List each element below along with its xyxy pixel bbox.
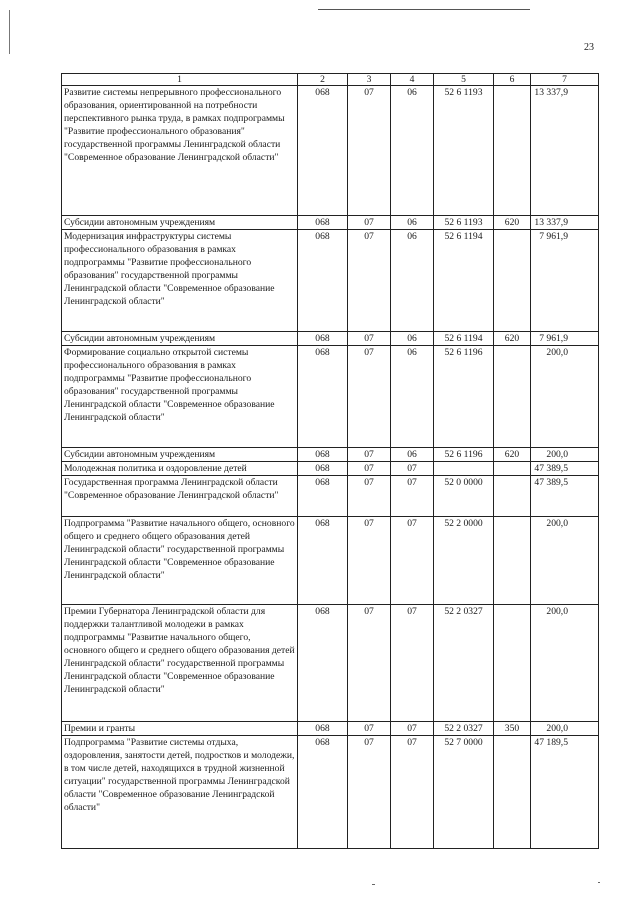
- row-col7: 200,0: [531, 605, 599, 722]
- row-name: Премии Губернатора Ленинградской области для поддержки талантливой молодежи в рамках подпрограммы "Развитие начального общего, основного общего и среднего общего образования детей Ленинградской области" государственной программы Ленинградской области "Современное образование Ленинградской области": [62, 605, 298, 722]
- row-name: Развитие системы непрерывного профессионального образования, ориентированной на потребности перспективного рынка труда, в рамках подпрограммы "Развитие профессионального образования" государственной программы Ленинградской области "Современное образование Ленинградской области": [62, 86, 298, 216]
- row-col2: 068: [298, 462, 348, 476]
- row-col7: 13 337,9: [531, 216, 599, 230]
- row-col6: 620: [494, 332, 531, 346]
- row-col4: 06: [391, 216, 434, 230]
- row-col5: [434, 462, 494, 476]
- row-col7: 7 961,9: [531, 332, 599, 346]
- row-col3: 07: [348, 736, 391, 849]
- table-row: [62, 216, 599, 230]
- row-col5: 52 6 1193: [434, 86, 494, 216]
- row-col6: [494, 517, 531, 605]
- row-col6: 620: [494, 448, 531, 462]
- row-col4: 07: [391, 605, 434, 722]
- table-row: [62, 462, 599, 476]
- row-col5: 52 7 0000: [434, 736, 494, 849]
- row-col4: 06: [391, 332, 434, 346]
- page-number: 23: [584, 42, 594, 53]
- row-col3: 07: [348, 230, 391, 332]
- top-rule: [318, 9, 530, 10]
- table-row: [62, 346, 599, 448]
- row-name: Модернизация инфраструктуры системы профессионального образования в рамках подпрограммы "Развитие профессионального образования" государственной программы Ленинградской области "Современное образование Ленинградской области": [62, 230, 298, 332]
- table-row: [62, 86, 599, 216]
- row-col7: 47 389,5: [531, 476, 599, 517]
- row-col7: 47 189,5: [531, 736, 599, 849]
- table-row: [62, 230, 599, 332]
- row-col3: 07: [348, 462, 391, 476]
- row-col7: 7 961,9: [531, 230, 599, 332]
- row-name: Субсидии автономным учреждениям: [62, 332, 298, 346]
- row-col4: 07: [391, 476, 434, 517]
- row-col4: 06: [391, 448, 434, 462]
- row-col6: [494, 230, 531, 332]
- row-col4: 06: [391, 346, 434, 448]
- row-col7: 200,0: [531, 346, 599, 448]
- row-col6: [494, 605, 531, 722]
- row-name: Формирование социально открытой системы профессионального образования в рамках подпрограммы "Развитие профессионального образования" государственной программы Ленинградской области "Современное образование Ленинградской области": [62, 346, 298, 448]
- scan-speck: [372, 884, 375, 885]
- row-col2: 068: [298, 517, 348, 605]
- row-col6: [494, 736, 531, 849]
- row-col4: 06: [391, 86, 434, 216]
- table-row: [62, 476, 599, 517]
- header-cell: 7: [531, 74, 599, 86]
- row-col5: 52 2 0327: [434, 605, 494, 722]
- row-col3: 07: [348, 476, 391, 517]
- row-col5: 52 2 0327: [434, 722, 494, 736]
- row-col3: 07: [348, 605, 391, 722]
- scan-speck: [598, 882, 600, 883]
- table-row: [62, 722, 599, 736]
- budget-table: [61, 73, 599, 849]
- row-col2: 068: [298, 86, 348, 216]
- header-cell: 3: [348, 74, 391, 86]
- row-col6: [494, 462, 531, 476]
- row-col5: 52 6 1196: [434, 346, 494, 448]
- row-col5: 52 6 1196: [434, 448, 494, 462]
- row-col2: 068: [298, 230, 348, 332]
- table-row: [62, 517, 599, 605]
- row-col6: 350: [494, 722, 531, 736]
- row-name: Молодежная политика и оздоровление детей: [62, 462, 298, 476]
- row-col7: 200,0: [531, 722, 599, 736]
- row-name: Подпрограмма "Развитие начального общего, основного общего и среднего общего образования детей Ленинградской области" государственной программы Ленинградской области "Современное образование Ленинградской области": [62, 517, 298, 605]
- header-cell: 4: [391, 74, 434, 86]
- row-col3: 07: [348, 332, 391, 346]
- row-col5: 52 2 0000: [434, 517, 494, 605]
- row-col4: 06: [391, 230, 434, 332]
- row-name: Субсидии автономным учреждениям: [62, 216, 298, 230]
- row-col4: 07: [391, 722, 434, 736]
- table-row: [62, 332, 599, 346]
- row-name: Государственная программа Ленинградской области "Современное образование Ленинградской области": [62, 476, 298, 517]
- row-col3: 07: [348, 517, 391, 605]
- row-col6: [494, 346, 531, 448]
- row-col7: 200,0: [531, 517, 599, 605]
- row-col2: 068: [298, 332, 348, 346]
- table-row: [62, 448, 599, 462]
- header-cell: 2: [298, 74, 348, 86]
- row-col2: 068: [298, 216, 348, 230]
- row-col2: 068: [298, 346, 348, 448]
- row-col2: 068: [298, 605, 348, 722]
- row-col6: [494, 476, 531, 517]
- row-col2: 068: [298, 736, 348, 849]
- row-col2: 068: [298, 448, 348, 462]
- row-col5: 52 6 1193: [434, 216, 494, 230]
- margin-mark: [9, 10, 10, 54]
- row-col4: 07: [391, 462, 434, 476]
- row-col5: 52 0 0000: [434, 476, 494, 517]
- row-col3: 07: [348, 86, 391, 216]
- row-col4: 07: [391, 736, 434, 849]
- header-cell: 1: [62, 74, 298, 86]
- row-name: Подпрограмма "Развитие системы отдыха, оздоровления, занятости детей, подростков и молодежи, в том числе детей, находящихся в трудной жизненной ситуации" государственной программы Ленинградской области "Современное образование Ленинградской области": [62, 736, 298, 849]
- row-col7: 200,0: [531, 448, 599, 462]
- row-col6: 620: [494, 216, 531, 230]
- table-row: [62, 736, 599, 849]
- row-col7: 13 337,9: [531, 86, 599, 216]
- row-col3: 07: [348, 722, 391, 736]
- row-col3: 07: [348, 346, 391, 448]
- row-name: Субсидии автономным учреждениям: [62, 448, 298, 462]
- row-col3: 07: [348, 448, 391, 462]
- header-row: [62, 74, 599, 86]
- header-cell: 6: [494, 74, 531, 86]
- row-col4: 07: [391, 517, 434, 605]
- row-col3: 07: [348, 216, 391, 230]
- header-cell: 5: [434, 74, 494, 86]
- row-col7: 47 389,5: [531, 462, 599, 476]
- row-col5: 52 6 1194: [434, 230, 494, 332]
- table-row: [62, 605, 599, 722]
- row-col5: 52 6 1194: [434, 332, 494, 346]
- row-col6: [494, 86, 531, 216]
- row-col2: 068: [298, 722, 348, 736]
- row-name: Премии и гранты: [62, 722, 298, 736]
- row-col2: 068: [298, 476, 348, 517]
